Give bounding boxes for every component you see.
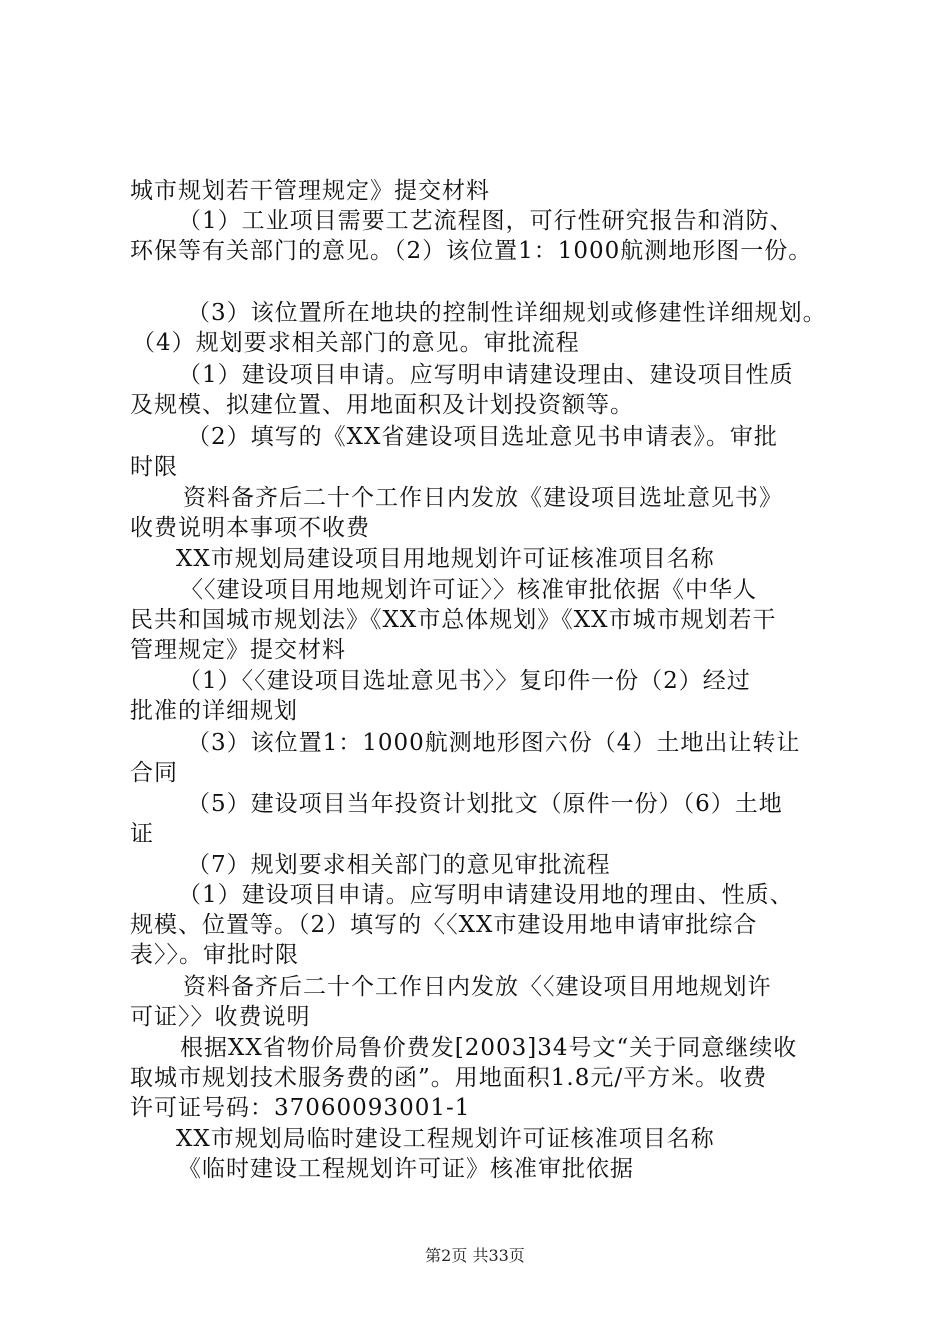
text-line: 许可证号码：37060093001-1 — [130, 1095, 471, 1121]
text-line: （2）填写的《XX省建设项目选址意见书申请表》。审批 — [187, 424, 778, 450]
text-line: 根据XX省物价局鲁价费发[2003]34号文“关于同意继续收 — [180, 1035, 798, 1061]
text-line: 时限 — [130, 454, 178, 480]
text-line: 批准的详细规划 — [130, 698, 298, 724]
page-footer: 第2页 共33页 — [425, 1246, 525, 1265]
text-line: 城市规划若干管理规定》提交材料 — [130, 178, 490, 204]
text-line: 环保等有关部门的意见。（2）该位置1：1000航测地形图一份。 — [130, 238, 813, 264]
text-line: 及规模、拟建位置、用地面积及计划投资额等。 — [130, 392, 634, 418]
text-line: （1）建设项目申请。应写明申请建设用地的理由、性质、 — [178, 882, 794, 908]
text-line: 《临时建设工程规划许可证》核准审批依据 — [178, 1156, 634, 1182]
text-line: 管理规定》提交材料 — [130, 637, 346, 663]
text-line: （1）建设项目申请。应写明申请建设理由、建设项目性质 — [178, 362, 794, 388]
text-line: 民共和国城市规划法》《XX市总体规划》《XX市城市规划若干 — [130, 607, 777, 633]
text-line: （3）该位置1：1000航测地形图六份（4）土地出让转让 — [187, 730, 801, 756]
text-line: （4）规划要求相关部门的意见。审批流程 — [132, 330, 580, 356]
text-line: （1）工业项目需要工艺流程图，可行性研究报告和消防、 — [178, 208, 794, 234]
text-line: 〈〈建设项目用地规划许可证〉〉核准审批依据《中华人 — [180, 577, 757, 603]
text-line: 合同 — [130, 760, 178, 786]
text-line: （7）规划要求相关部门的意见审批流程 — [187, 852, 611, 878]
text-line: 证 — [130, 821, 154, 847]
text-line: XX市规划局临时建设工程规划许可证核准项目名称 — [176, 1126, 715, 1152]
text-line: （3）该位置所在地块的控制性详细规划或修建性详细规划。 — [187, 300, 827, 326]
text-line: 取城市规划技术服务费的函”。用地面积1.8元/平方米。收费 — [130, 1065, 768, 1091]
text-line: 可证〉〉收费说明 — [130, 1004, 311, 1030]
text-line: XX市规划局建设项目用地规划许可证核准项目名称 — [176, 546, 715, 572]
text-line: 资料备齐后二十个工作日内发放《建设项目选址意见书》 — [183, 485, 783, 511]
text-line: 资料备齐后二十个工作日内发放〈〈建设项目用地规划许 — [183, 974, 772, 1000]
text-line: （1）〈〈建设项目选址意见书〉〉复印件一份（2）经过 — [178, 668, 751, 694]
text-line: （5）建设项目当年投资计划批文（原件一份）（6）土地 — [187, 791, 783, 817]
text-line: 表〉〉。审批时限 — [130, 942, 299, 968]
text-line: 收费说明本事项不收费 — [130, 515, 370, 541]
text-line: 规模、位置等。（2）填写的〈〈XX市建设用地申请审批综合 — [130, 912, 758, 938]
